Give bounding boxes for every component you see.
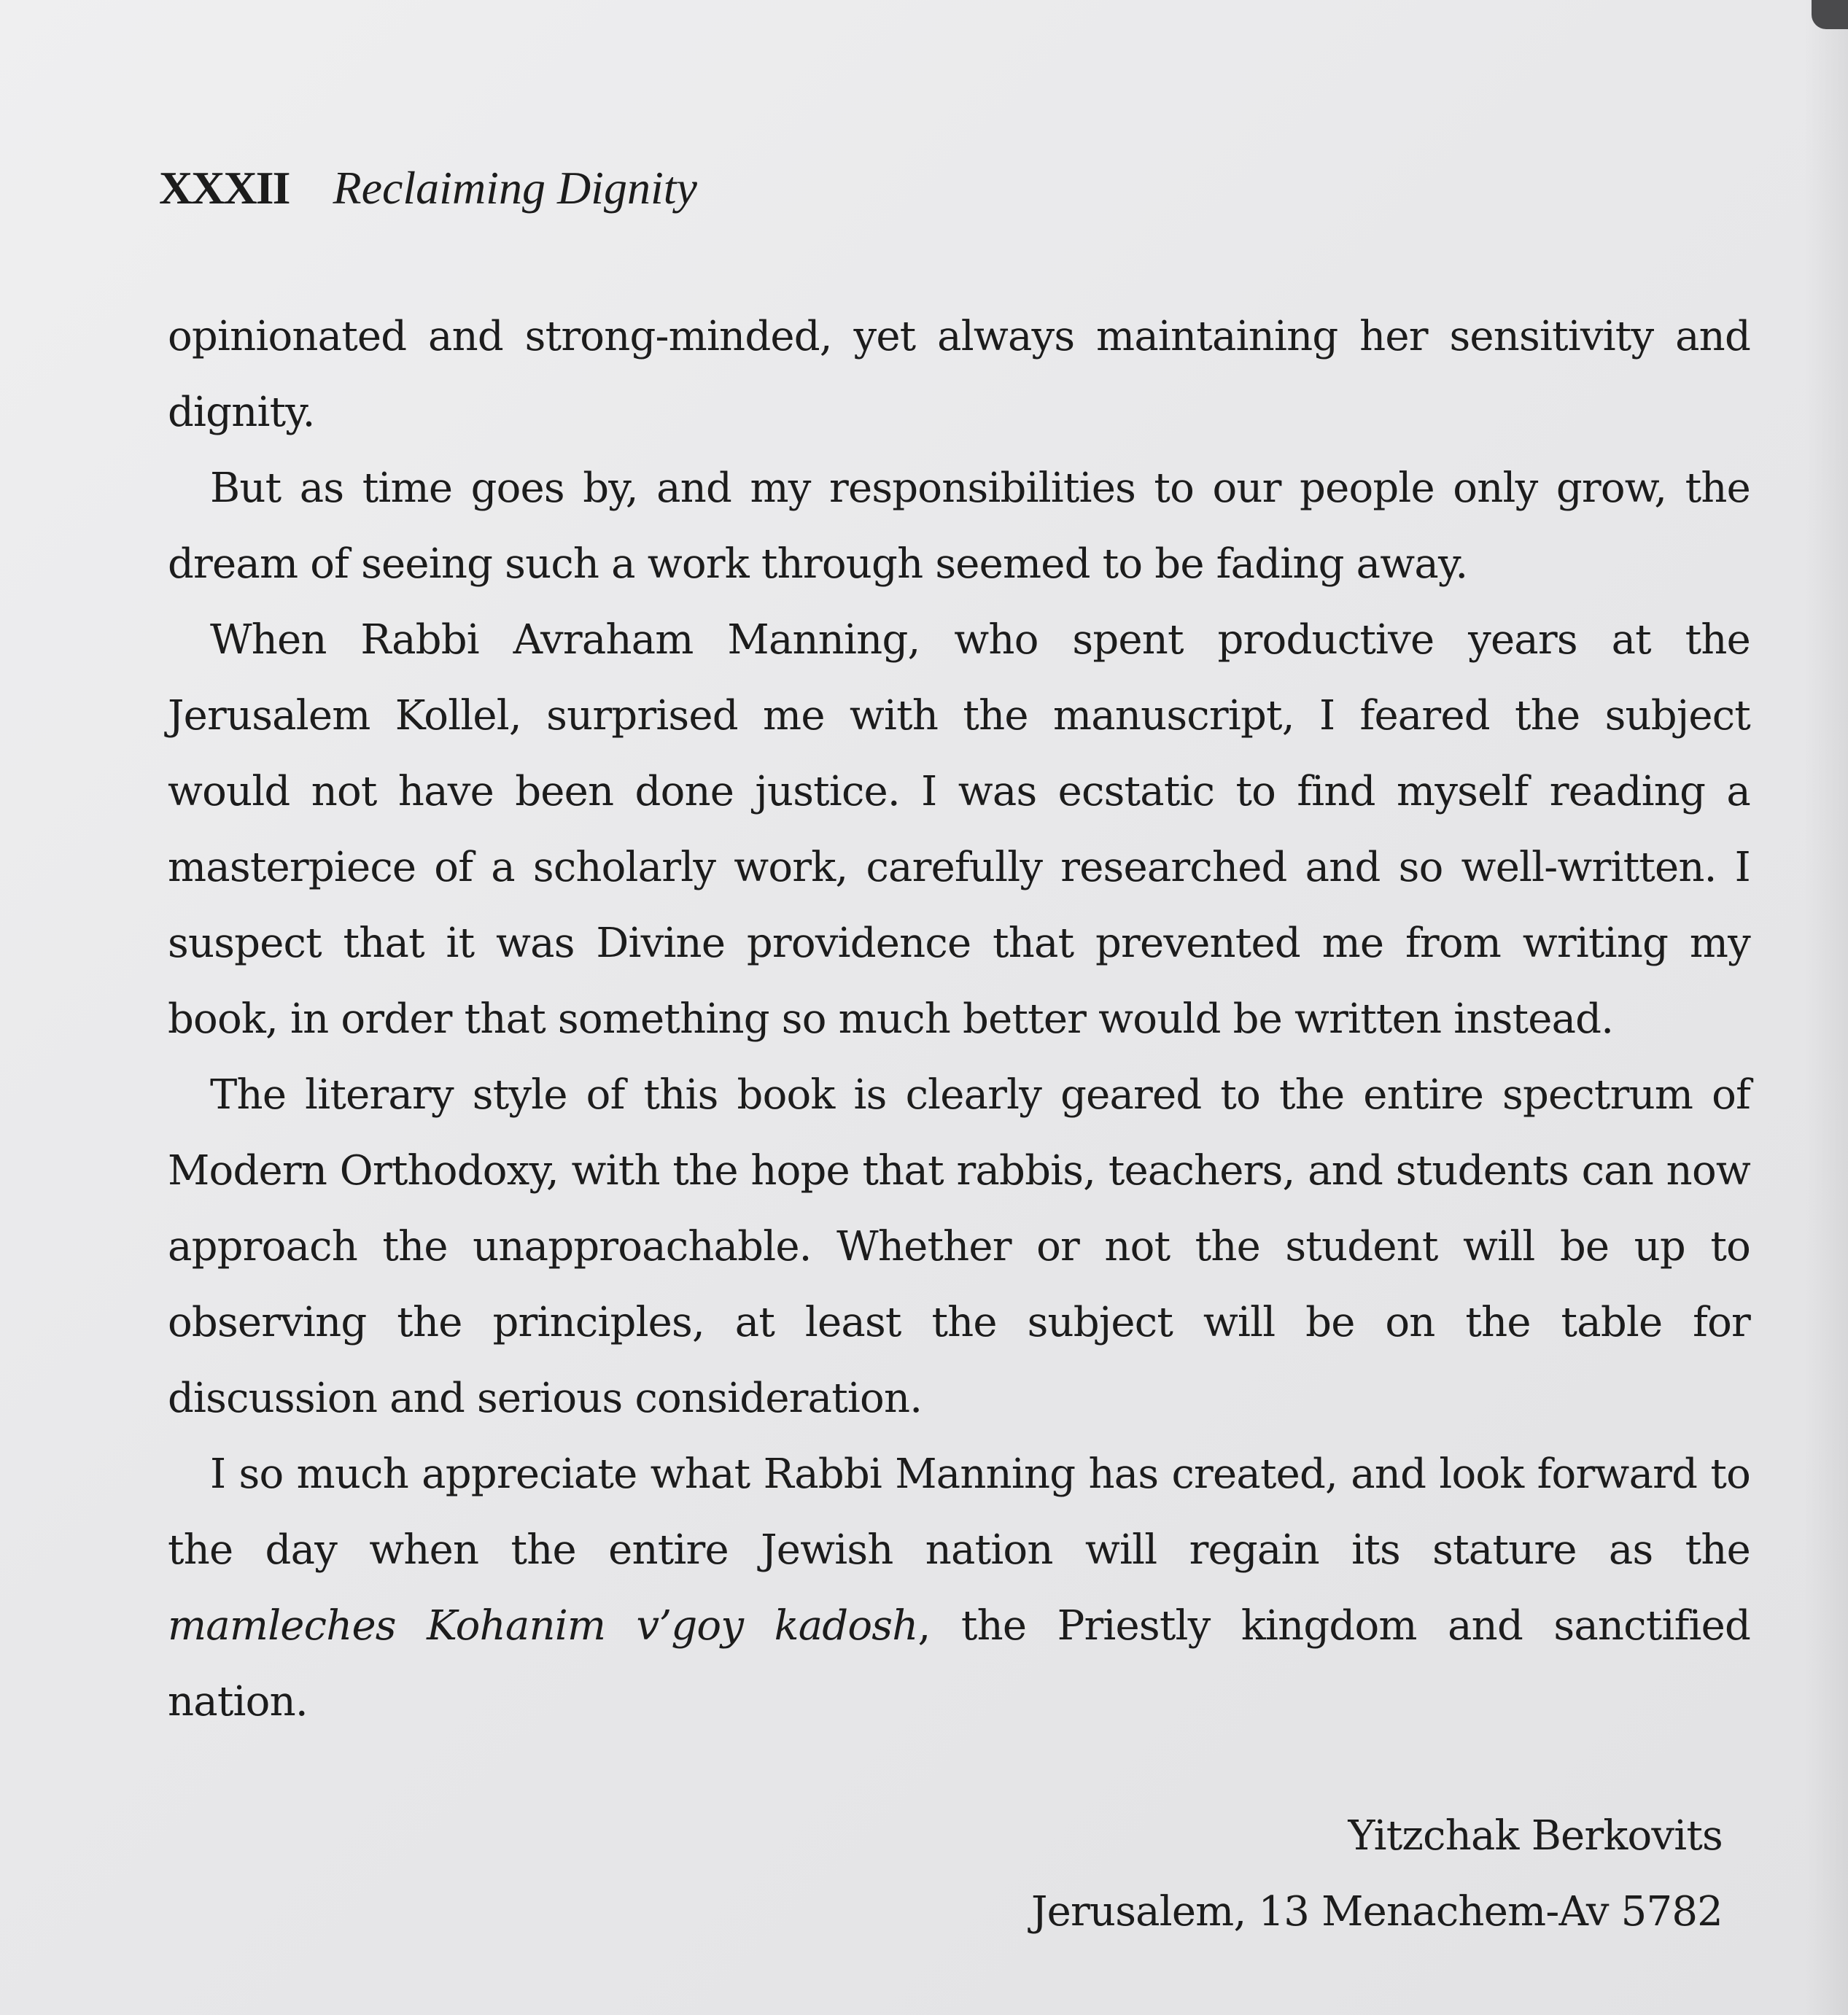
page-number: XXXII — [159, 162, 290, 214]
hebrew-phrase: mamleches Kohanim v’goy kadosh — [168, 1602, 918, 1650]
paragraph-4: The literary style of this book is clearly geared to the entire spectrum of Modern Orthodoxy, with the hope that rabbis, teachers, and students can now approach the unapproachable. Whether or not the student will be up to observing the principles, at least the subject will be on the table for discussion and serious consideration. — [168, 1071, 1750, 1422]
book-title: Reclaiming Dignity — [333, 162, 697, 214]
paragraph-3: When Rabbi Avraham Manning, who spent productive years at the Jerusalem Kollel, surprised me with the manuscript, I feared the subject would not have been done justice. I was ecstatic to find myself reading a masterpiece of a scholarly work, carefully researched and so well-written. I suspect that it was Divine providence that prevented me from writing my book, in order that something so much better would be written instead. — [168, 616, 1750, 1043]
paragraph-1: opinionated and strong-minded, yet always maintaining her sensitivity and dignity. — [168, 313, 1750, 436]
paragraph-5-text-end: , the Priestly kingdom and sanctified nation. — [168, 1602, 1750, 1725]
paragraph-5 — [168, 1437, 1750, 1740]
running-head — [159, 159, 697, 217]
body-text — [168, 299, 1750, 1740]
page-edge-shadow — [1804, 0, 1848, 2015]
paragraph-5-text-start: I so much appreciate what Rabbi Manning has created, and look forward to the day when the entire Jewish nation will regain its stature as the — [168, 1451, 1750, 1574]
background-corner — [1812, 0, 1848, 29]
paragraph-2: But as time goes by, and my responsibilities to our people only grow, the dream of seeing such a work through seemed to be fading away. — [168, 465, 1750, 588]
signature-place-date: Jerusalem, 13 Menachem-Av 5782 — [1030, 1888, 1723, 1936]
signature-name: Yitzchak Berkovits — [1348, 1812, 1723, 1860]
signature-block — [1031, 1798, 1723, 1950]
